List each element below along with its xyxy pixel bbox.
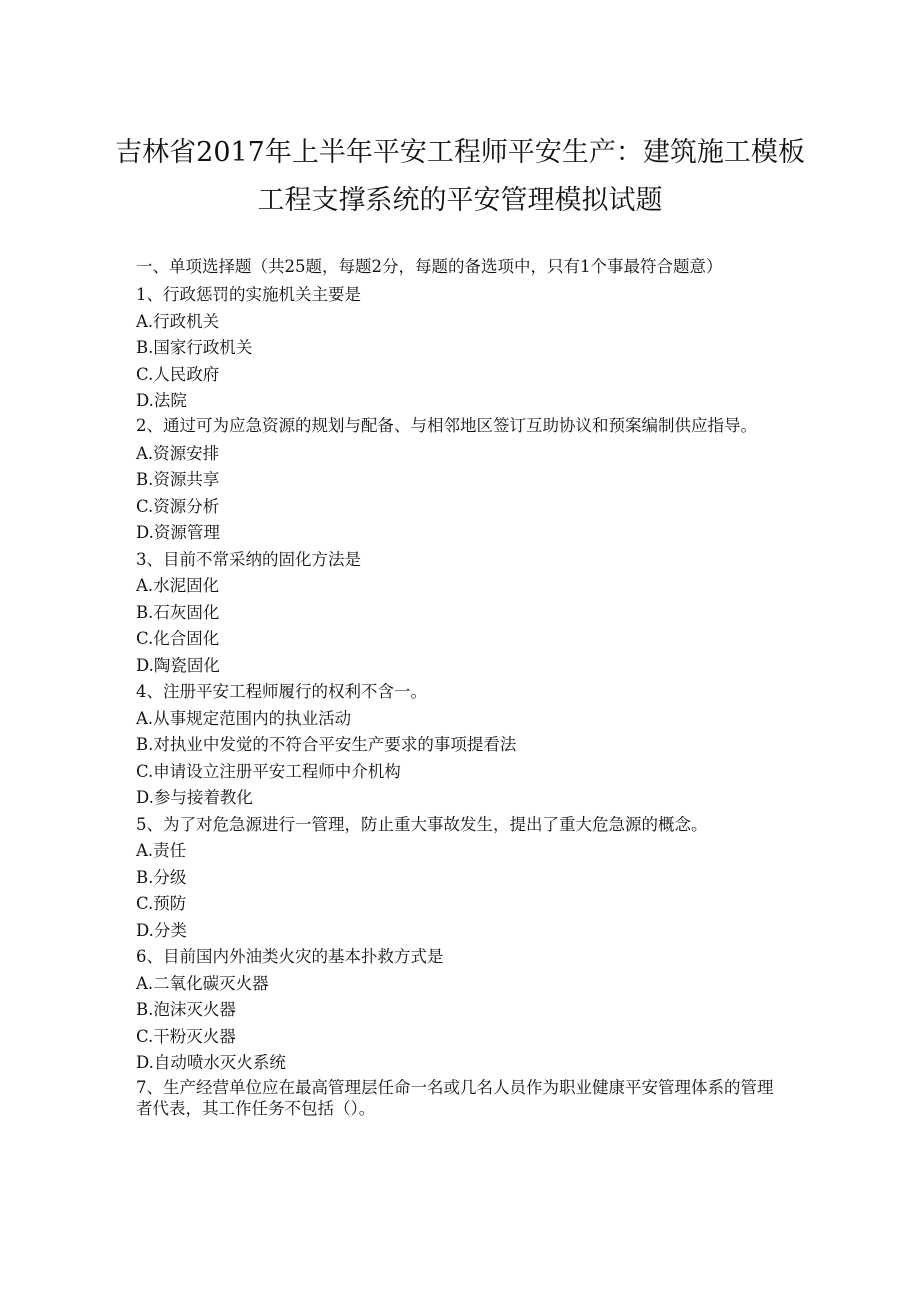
option-6a: A.二氧化碳灭火器 [136,973,269,993]
question-6: 6、目前国内外油类火灾的基本扑救方式是 [136,947,444,966]
question-2: 2、通过可为应急资源的规划与配备、与相邻地区签订互助协议和预案编制供应指导。 [136,415,757,435]
option-6b: B.泡沫灭火器 [136,1000,236,1019]
option-1d: D.法院 [136,391,187,410]
option-1c: C.人民政府 [136,364,220,384]
option-2a: A.资源安排 [136,443,220,463]
option-6c: C.干粉灭火器 [136,1026,236,1046]
option-6d: D.自动喷水灭火系统 [136,1053,286,1072]
option-5a: A.责任 [136,841,187,860]
option-2d: D.资源管理 [136,523,220,542]
option-4d: D.参与接着教化 [136,788,253,807]
document-title-line-2: 工程支撑系统的平安管理模拟试题 [257,185,663,216]
option-3a: A.水泥固化 [136,576,220,595]
question-5: 5、为了对危急源进行一管理，防止重大事故发生，提出了重大危急源的概念。 [136,814,708,834]
option-5c: C.预防 [136,894,187,913]
document-title-line-1: 吉林省2017年上半年平安工程师平安生产：建筑施工模板 [115,137,805,168]
document-body [136,256,786,1124]
option-4b: B.对执业中发觉的不符合平安生产要求的事项提看法 [136,735,517,754]
question-1: 1、行政惩罚的实施机关主要是 [136,285,361,304]
option-3c: C.化合固化 [136,629,220,648]
question-4: 4、注册平安工程师履行的权利不含一。 [136,682,427,701]
option-5d: D.分类 [136,920,187,940]
option-5b: B.分级 [136,867,187,887]
question-3: 3、目前不常采纳的固化方法是 [136,549,361,569]
option-1a: A.行政机关 [136,311,220,331]
option-4c: C.申请设立注册平安工程师中介机构 [136,761,401,781]
option-3d: D.陶瓷固化 [136,655,220,675]
option-1b: B.国家行政机关 [136,338,253,357]
option-2c: C.资源分析 [136,496,220,516]
question-7: 7、生产经营单位应在最高管理层任命一名或几名人员作为职业健康平安管理体系的管理者代表，其工作任务不包括（）。 [136,1077,774,1118]
option-4a: A.从事规定范围内的执业活动 [136,708,352,728]
option-2b: B.资源共享 [136,470,220,489]
section-heading: 一、单项选择题（共25题，每题2分，每题的备选项中，只有1个事最符合题意） [136,257,723,276]
option-3b: B.石灰固化 [136,602,220,622]
